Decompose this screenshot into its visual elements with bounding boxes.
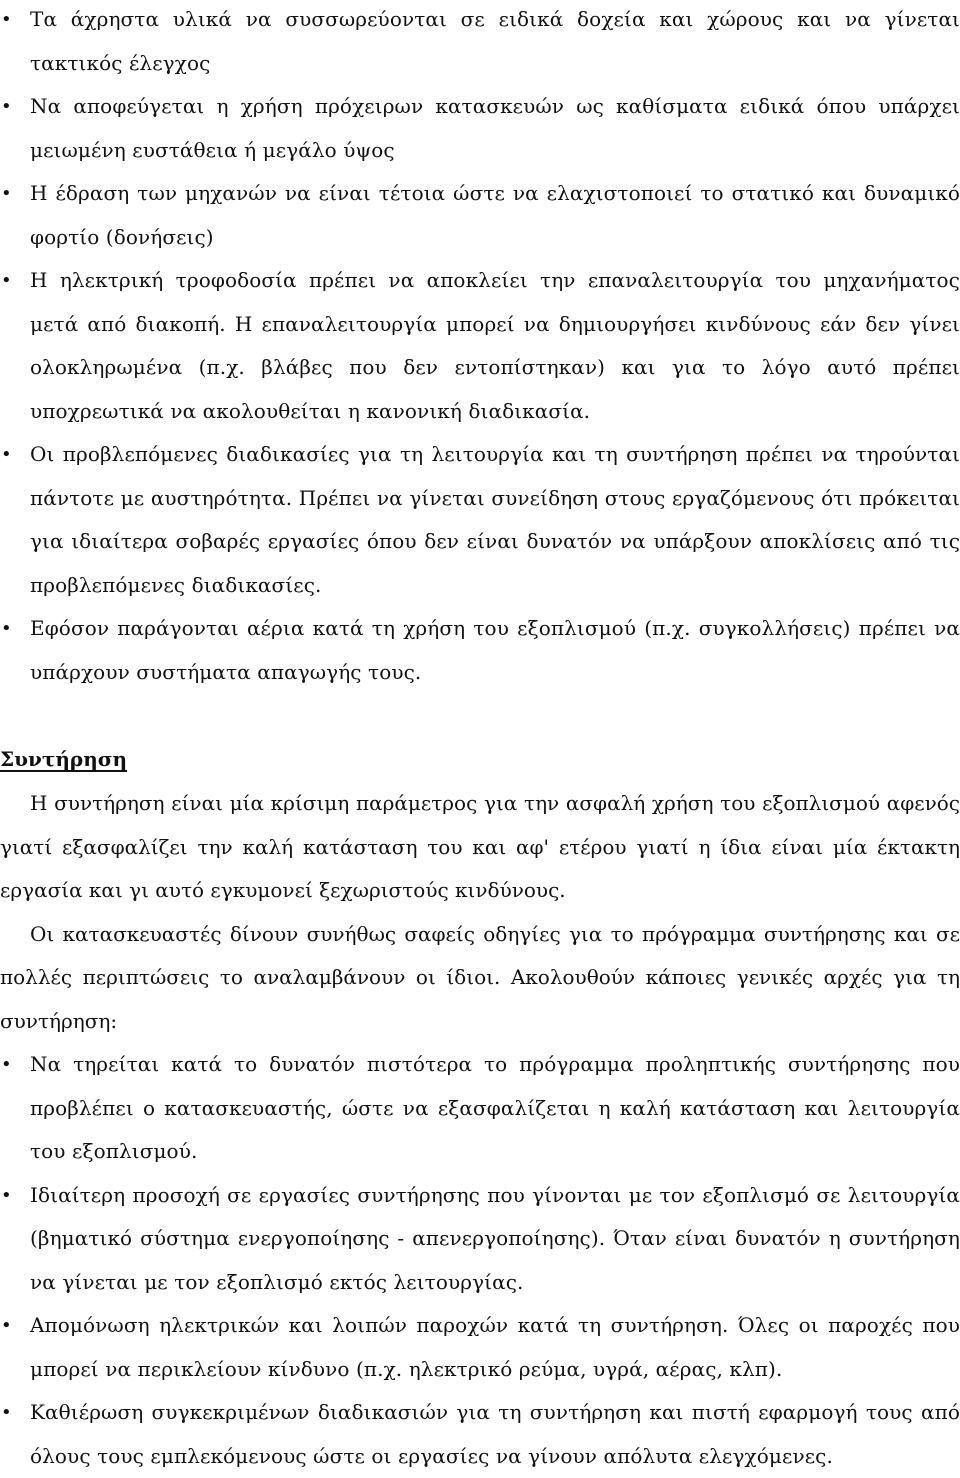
list-item	[0, 259, 960, 433]
bullet-icon: •	[1, 1402, 12, 1423]
list-item	[0, 433, 960, 607]
list-item-text: Εφόσον παράγονται αέρια κατά τη χρήση του εξοπλισμού (π.χ. συγκολλήσεις) πρέπει να υπάρχουν συστήματα απαγωγής τους.	[30, 616, 960, 684]
list-item-text: Καθιέρωση συγκεκριμένων διαδικασιών για τη συντήρηση και πιστή εφαρμογή τους από όλους τους εμπλεκόμενους ώστε οι εργασίες να γίνουν απόλυτα ελεγχόμενες.	[30, 1400, 960, 1468]
list-item-text: Οι προβλεπόμενες διαδικασίες για τη λειτουργία και τη συντήρηση πρέπει να τηρούνται πάντοτε με αυστηρότητα. Πρέπει να γίνεται συνείδηση στους εργαζόμενους ότι πρόκειται για ιδιαίτερα σοβαρές εργασίες όπου δεν είναι δυνατόν να υπάρξουν αποκλίσεις από τις προβλεπόμενες διαδικασίες.	[30, 442, 960, 597]
list-item-text: Η ηλεκτρική τροφοδοσία πρέπει να αποκλείει την επαναλειτουργία του μηχανήματος μετά από διακοπή. Η επαναλειτουργία μπορεί να δημιουργήσει κινδύνους εάν δεν γίνει ολοκληρωμένα (π.χ. βλάβες που δεν εντοπίστηκαν) και για το λόγο αυτό πρέπει υποχρεωτικά να ακολουθείται η κανονική διαδικασία.	[30, 268, 960, 423]
list-item	[0, 1043, 960, 1174]
bullet-icon: •	[1, 444, 12, 465]
bullet-icon: •	[1, 1054, 12, 1075]
list-item-text: Ιδιαίτερη προσοχή σε εργασίες συντήρησης που γίνονται με τον εξοπλισμό σε λειτουργία (βηματικό σύστημα ενεργοποίησης - απενεργοποίησης). Όταν είναι δυνατόν η συντήρηση να γίνεται με τον εξοπλισμό εκτός λειτουργίας.	[30, 1182, 960, 1294]
bullet-icon: •	[1, 1315, 12, 1336]
maintenance-bullet-list	[0, 1043, 960, 1478]
bullet-icon: •	[1, 270, 12, 291]
list-item	[0, 85, 960, 172]
list-item-text: Η έδραση των μηχανών να είναι τέτοια ώστε να ελαχιστοποιεί το στατικό και δυναμικό φορτίο (δονήσεις)	[30, 181, 960, 249]
list-item-text: Τα άχρηστα υλικά να συσσωρεύονται σε ειδικά δοχεία και χώρους και να γίνεται τακτικός έλεγχος	[30, 7, 960, 75]
list-item	[0, 172, 960, 259]
list-item	[0, 0, 960, 85]
bullet-icon: •	[1, 96, 12, 117]
maintenance-intro-paragraph: Η συντήρηση είναι μία κρίσιμη παράμετρος για την ασφαλή χρήση του εξοπλισμού αφενός γιατί εξασφαλίζει την καλή κατάσταση του και αφ' ετέρου γιατί η ίδια είναι μία έκτακτη εργασία και γι αυτό εγκυμονεί ξεχωριστούς κινδύνους.	[0, 791, 960, 902]
maintenance-section	[0, 782, 960, 1478]
safety-bullet-list	[0, 0, 960, 694]
bullet-icon: •	[1, 618, 12, 639]
list-item-text: Απομόνωση ηλεκτρικών και λοιπών παροχών κατά τη συντήρηση. Όλες οι παροχές που μπορεί να περικλείουν κίνδυνο (π.χ. ηλεκτρικό ρεύμα, υγρά, αέρας, κλπ).	[30, 1313, 960, 1381]
maintenance-guidelines-paragraph: Οι κατασκευαστές δίνουν συνήθως σαφείς οδηγίες για το πρόγραμμα συντήρησης και σε πολλές περιπτώσεις το αναλαμβάνουν οι ίδιοι. Ακολουθούν κάποιες γενικές αρχές για τη συντήρηση:	[0, 921, 960, 1033]
list-item-text: Να αποφεύγεται η χρήση πρόχειρων κατασκευών ως καθίσματα ειδικά όπου υπάρχει μειωμένη ευστάθεια ή μεγάλο ύψος	[30, 94, 960, 162]
section-heading-maintenance: Συντήρηση	[0, 747, 128, 771]
list-item	[0, 1304, 960, 1391]
list-item	[0, 607, 960, 694]
bullet-icon: •	[1, 183, 12, 204]
list-item-text: Να τηρείται κατά το δυνατόν πιστότερα το πρόγραμμα προληπτικής συντήρησης που προβλέπει ο κατασκευαστής, ώστε να εξασφαλίζεται η καλή κατάσταση και λειτουργία του εξοπλισμού.	[30, 1052, 960, 1163]
list-item	[0, 1174, 960, 1305]
bullet-icon: •	[1, 1184, 12, 1206]
list-item	[0, 1391, 960, 1478]
bullet-icon: •	[1, 9, 12, 30]
